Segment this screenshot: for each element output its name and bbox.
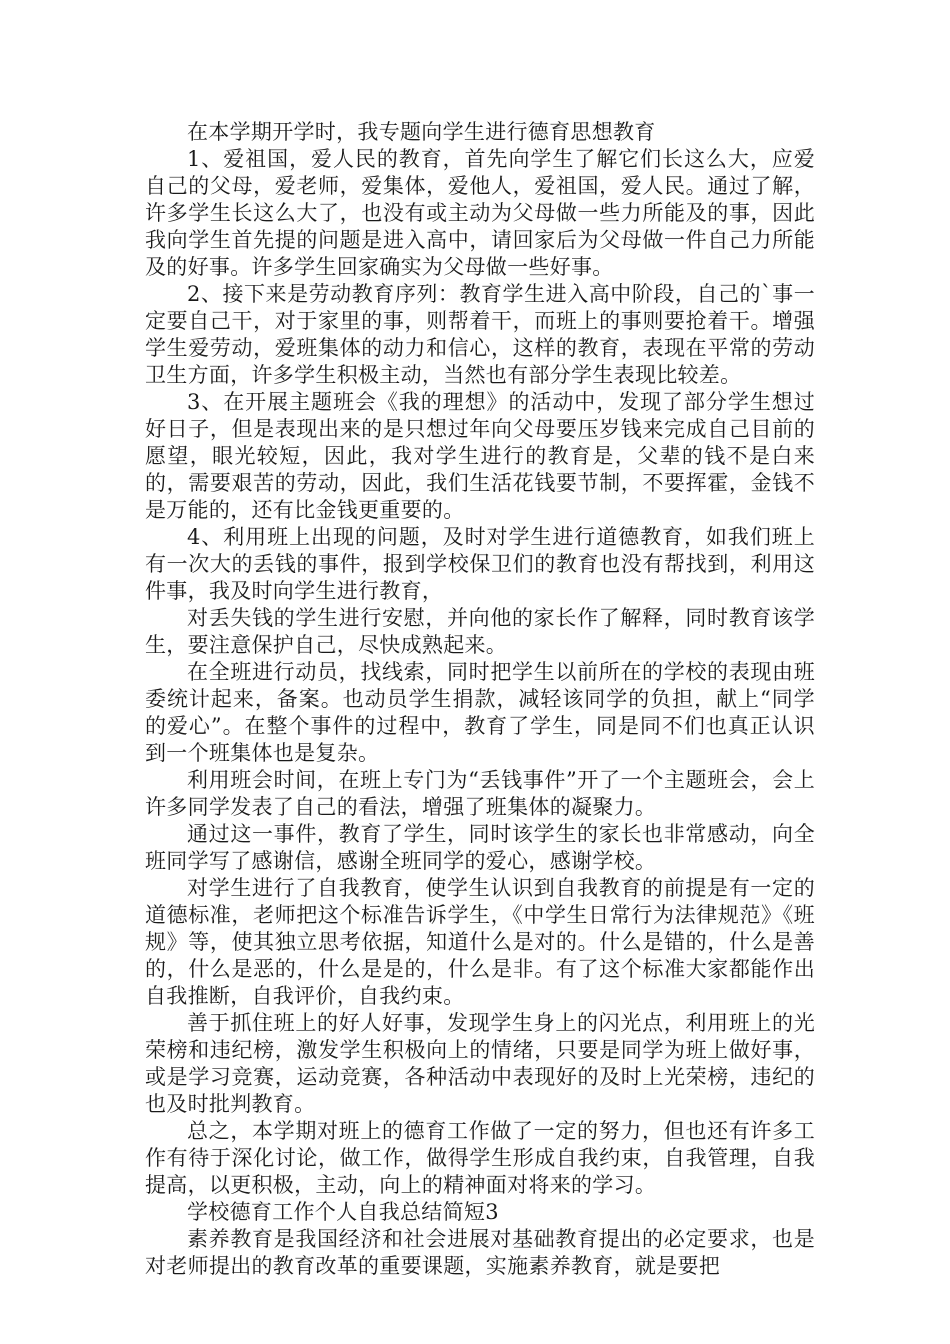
paragraph-labor: 2、接下来是劳动教育序列：教育学生进入高中阶段，自己的`事一定要自己干，对于家里的事，则帮着干，而班上的事则要抢着干。增强学生爱劳动，爱班集体的动力和信心，这样的教育，表现在平常的劳动卫生方面，许多学生积极主动，当然也有部分学生表现比较差。	[145, 282, 815, 387]
paragraph-patriotism: 1、爱祖国，爱人民的教育，首先向学生了解它们长这么大，应爱自己的父母，爱老师，爱集体，爱他人，爱祖国，爱人民。通过了解，许多学生长这么大了，也没有或主动为父母做一些力所能及的事，因此我向学生首先提的问题是进入高中，请回家后为父母做一件自己力所能及的好事。许多学生回家确实为父母做一些好事。	[145, 147, 815, 279]
paragraph-class-meeting: 利用班会时间，在班上专门为“丢钱事件”开了一个主题班会，会上许多同学发表了自己的看法，增强了班集体的凝聚力。	[145, 768, 815, 819]
paragraph-comfort: 对丢失钱的学生进行安慰，并向他的家长作了解释，同时教育该学生，要注意保护自己，尽快成熟起来。	[145, 606, 815, 657]
document-body	[145, 119, 815, 1280]
paragraph-thanks: 通过这一事件，教育了学生，同时该学生的家长也非常感动，向全班同学写了感谢信，感谢全班同学的爱心，感谢学校。	[145, 822, 815, 873]
paragraph-intro: 在本学期开学时，我专题向学生进行德育思想教育	[187, 120, 656, 144]
paragraph-quality-education: 素养教育是我国经济和社会进展对基础教育提出的必定要求，也是对老师提出的教育改革的重要课题，实施素养教育，就是要把	[145, 1227, 815, 1278]
paragraph-good-deeds: 善于抓住班上的好人好事，发现学生身上的闪光点，利用班上的光荣榜和违纪榜，激发学生积极向上的情绪，只要是同学为班上做好事，或是学习竞赛，运动竞赛，各种活动中表现好的及时上光荣榜，违纪的也及时批判教育。	[145, 1011, 815, 1116]
paragraph-summary: 总之，本学期对班上的德育工作做了一定的努力，但也还有许多工作有待于深化讨论，做工作，做得学生形成自我约束，自我管理，自我提高，以更积极，主动，向上的精神面对将来的学习。	[145, 1119, 815, 1197]
paragraph-mobilize: 在全班进行动员，找线索，同时把学生以前所在的学校的表现由班委统计起来，备案。也动员学生捐款，减轻该同学的负担，献上“同学的爱心”。在整个事件的过程中，教育了学生，同是同不们也真正认识到一个班集体也是复杂。	[145, 660, 815, 765]
paragraph-moral-incident: 4、利用班上出现的问题，及时对学生进行道德教育，如我们班上有一次大的丢钱的事件，报到学校保卫们的教育也没有帮找到，利用这件事，我及时向学生进行教育，	[145, 525, 815, 603]
paragraph-self-education: 对学生进行了自我教育，使学生认识到自我教育的前提是有一定的道德标准，老师把这个标准告诉学生，《中学生日常行为法律规范》《班规》等，使其独立思考依据，知道什么是对的。什么是错的，什么是善的，什么是恶的，什么是是的，什么是非。有了这个标准大家都能作出自我推断，自我评价，自我约束。	[145, 876, 815, 1008]
section-heading: 学校德育工作个人自我总结简短3	[187, 1200, 499, 1224]
paragraph-ideal: 3、在开展主题班会《我的理想》的活动中，发现了部分学生想过好日子，但是表现出来的是只想过年向父母要压岁钱来完成自己目前的愿望，眼光较短，因此，我对学生进行的教育是，父辈的钱不是白来的，需要艰苦的劳动，因此，我们生活花钱要节制，不要挥霍，金钱不是万能的，还有比金钱更重要的。	[145, 390, 815, 522]
